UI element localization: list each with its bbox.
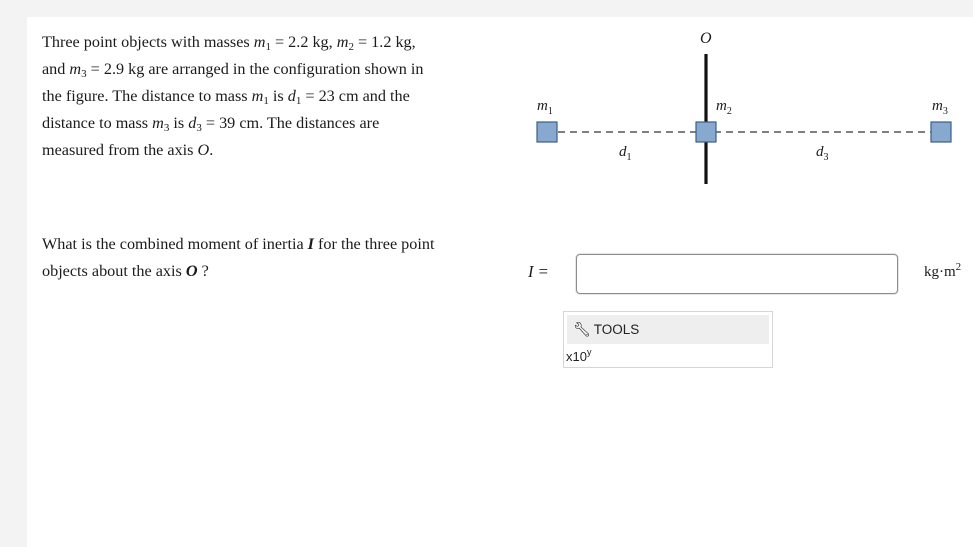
question-line-2: [42, 258, 492, 285]
m2-label-subscript: 2: [726, 106, 732, 117]
problem-line-1: [42, 29, 492, 56]
d3-value: = 39 cm. The distances are: [201, 114, 380, 132]
mass1-subscript: 1: [263, 95, 269, 107]
d3-subscript: 3: [196, 122, 202, 134]
d3-symbol: d: [188, 114, 197, 132]
d1-symbol: d: [287, 87, 296, 105]
d3-label-symbol: d: [816, 144, 824, 160]
text: is: [169, 114, 189, 132]
m2-symbol: m: [336, 33, 349, 51]
axis-symbol: O: [197, 141, 210, 159]
tools-button[interactable]: [567, 315, 769, 344]
wrench-icon: 🔧︎: [573, 321, 591, 337]
text: and: [42, 60, 70, 78]
unit-label: [924, 261, 962, 281]
m2-label-symbol: m: [716, 98, 727, 114]
mass-1-box: [537, 122, 557, 142]
text: distance to mass: [42, 114, 153, 132]
text: objects about the axis: [42, 262, 186, 280]
d1-label-subscript: 1: [626, 152, 632, 163]
d3-label: [816, 144, 829, 163]
problem-line-3: [42, 83, 492, 110]
m3-label: [932, 98, 948, 117]
mass3-subscript: 3: [163, 122, 170, 134]
d1-label-symbol: d: [619, 144, 627, 160]
mass-configuration-figure: [520, 20, 970, 190]
m1-symbol: m: [253, 33, 266, 51]
figure-svg: [520, 20, 970, 190]
text: for the three point: [313, 235, 435, 253]
d1-subscript: 1: [295, 95, 302, 107]
text: ?: [197, 262, 209, 280]
mass3-symbol: m: [152, 114, 164, 132]
axis-symbol: O: [185, 262, 198, 280]
axis-label: O: [700, 30, 712, 47]
sci-exponent: y: [586, 346, 592, 357]
question-text: [42, 231, 492, 285]
m1-label-subscript: 1: [547, 106, 553, 117]
text: measured from the axis: [42, 141, 198, 159]
text: the figure. The distance to mass: [42, 87, 252, 105]
text: is: [268, 87, 288, 105]
mass-2-box: [696, 122, 716, 142]
question-line-1: [42, 231, 492, 258]
problem-line-2: [42, 56, 492, 83]
problem-statement: [42, 29, 492, 164]
d3-label-subscript: 3: [823, 152, 829, 163]
m1-label-symbol: m: [537, 98, 548, 114]
m1-subscript: 1: [265, 41, 271, 53]
answer-label: [528, 262, 549, 282]
m3-label-symbol: m: [932, 98, 943, 114]
text: .: [209, 141, 214, 159]
m2-value: = 1.2 kg,: [353, 33, 416, 51]
m1-label: [537, 98, 553, 117]
mass-3-box: [931, 122, 951, 142]
sci-base: x10: [566, 348, 587, 364]
d1-label: [619, 144, 632, 163]
m3-label-subscript: 3: [942, 106, 948, 117]
scientific-notation-button[interactable]: [566, 346, 591, 366]
m1-value: = 2.2 kg,: [270, 33, 337, 51]
problem-line-5: [42, 137, 492, 164]
mass1-symbol: m: [251, 87, 264, 105]
m2-subscript: 2: [348, 41, 354, 53]
answer-label-text: I =: [528, 262, 549, 281]
m3-subscript: 3: [81, 68, 87, 80]
text: Three point objects with masses: [42, 33, 254, 51]
problem-line-4: [42, 110, 492, 137]
answer-input[interactable]: [576, 254, 898, 294]
unit-exponent: 2: [955, 261, 962, 273]
inertia-symbol: I: [307, 235, 314, 253]
m3-value: = 2.9 kg are arranged in the configuration shown in: [86, 60, 424, 78]
tools-panel: [563, 311, 773, 368]
tools-label: TOOLS: [593, 322, 640, 337]
m2-label: [716, 98, 732, 117]
d1-value: = 23 cm and the: [301, 87, 410, 105]
text: What is the combined moment of inertia: [42, 235, 308, 253]
unit-base: kg·m: [924, 264, 956, 280]
m3-symbol: m: [69, 60, 82, 78]
